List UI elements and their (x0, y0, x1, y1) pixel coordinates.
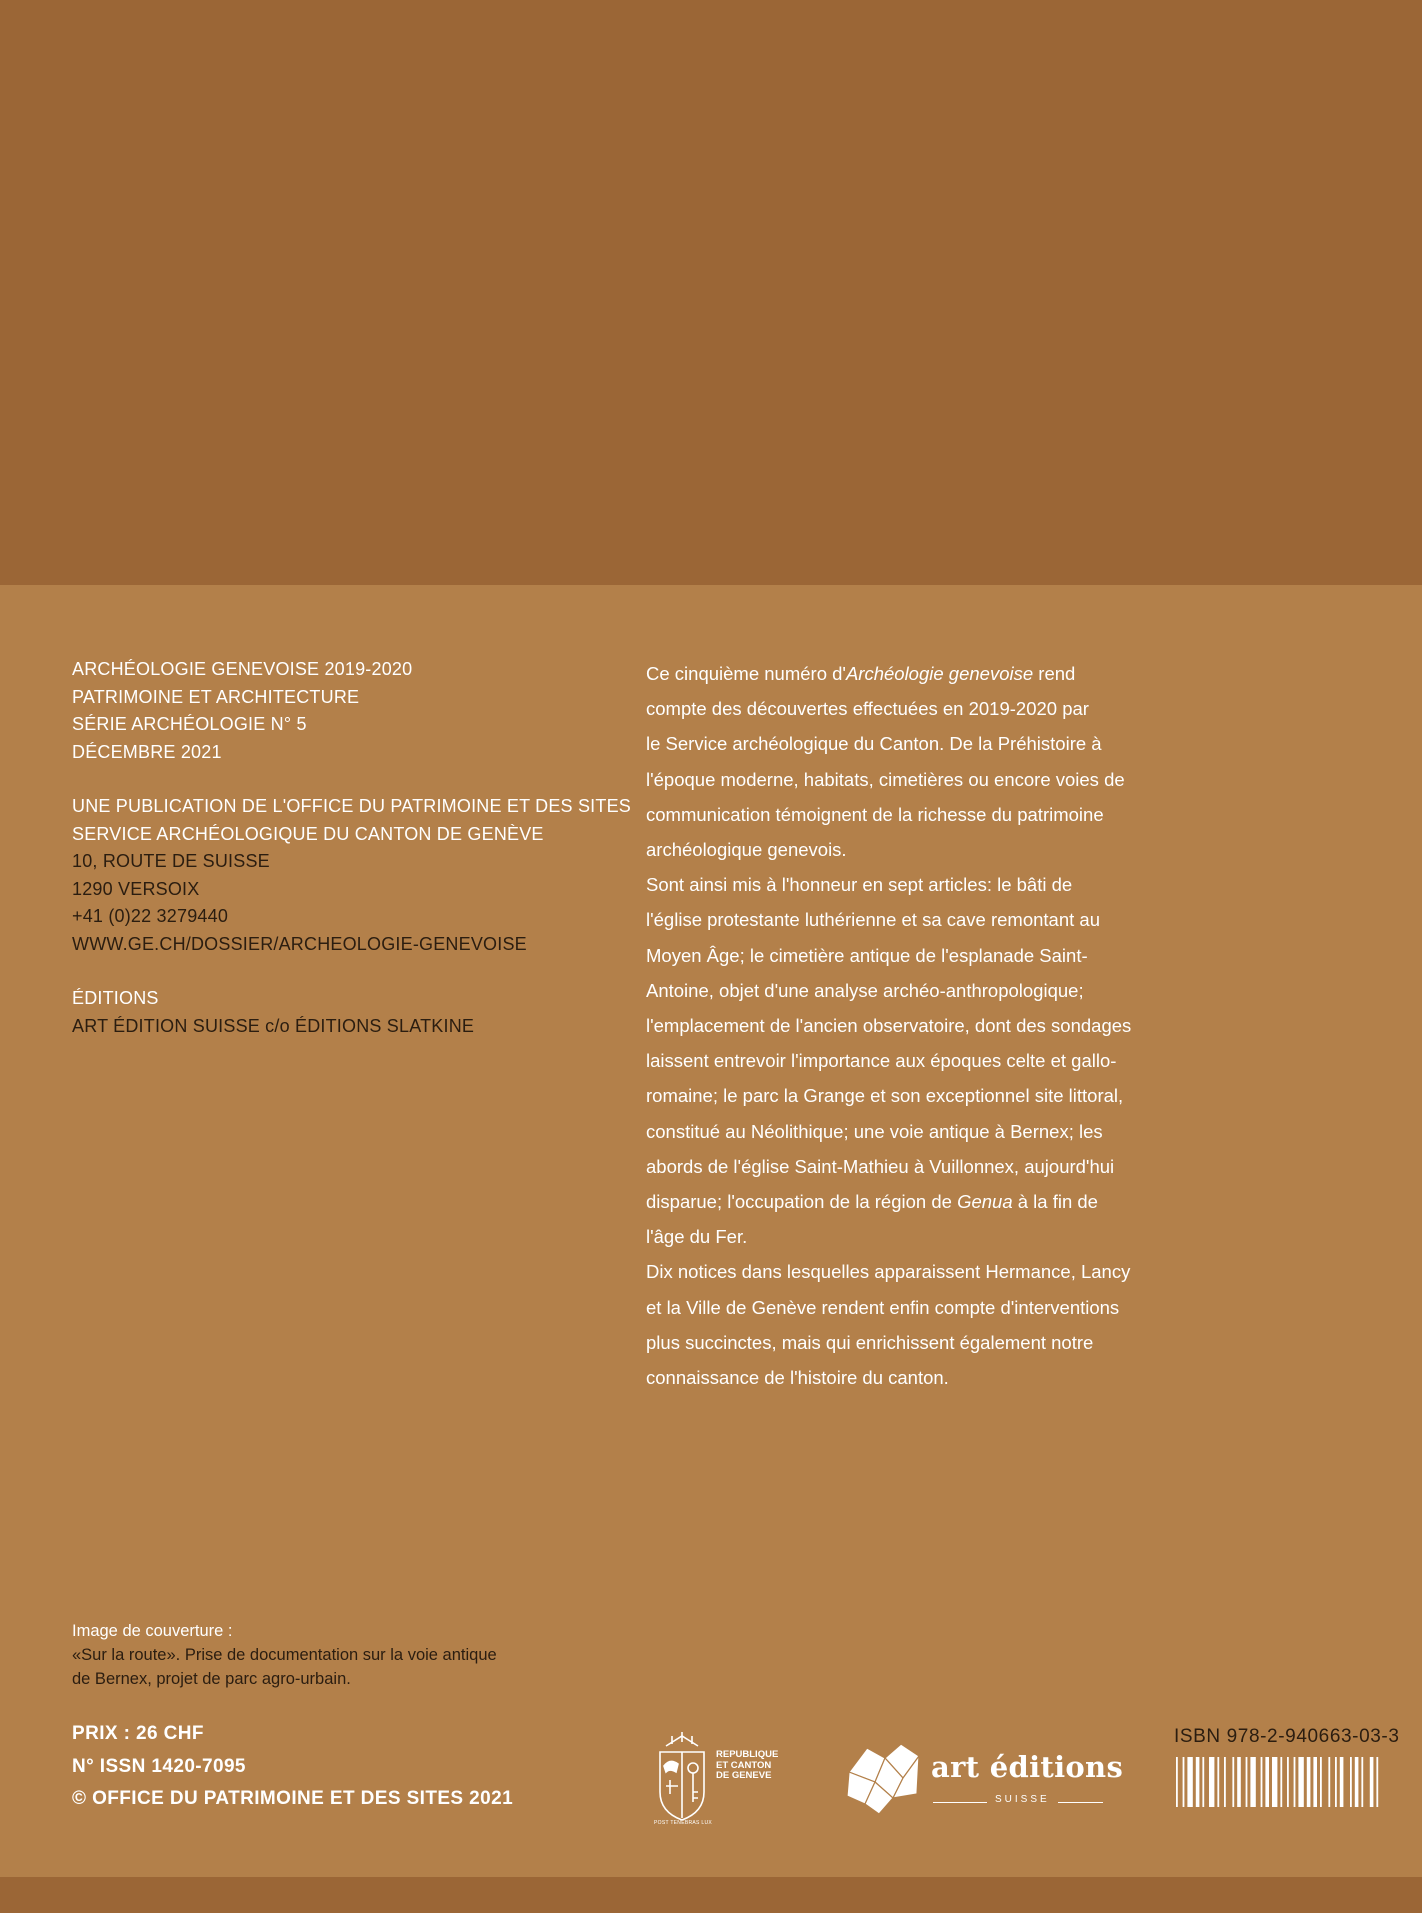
barcode-bar (1272, 1757, 1277, 1807)
description-line: connaissance de l'histoire du canton. (646, 1367, 949, 1389)
publisher-service: SERVICE ARCHÉOLOGIQUE DU CANTON DE GENÈVE (72, 823, 544, 844)
description-line: Ce cinquième numéro d'Archéologie genevoise rend (646, 663, 1076, 684)
barcode-bar (1294, 1757, 1296, 1807)
price: PRIX : 26 CHF (72, 1723, 204, 1744)
art-editions-name: art éditions (931, 1750, 1124, 1784)
isbn: ISBN 978-2-940663-03-3 (1174, 1726, 1400, 1747)
copyright: © OFFICE DU PATRIMOINE ET DES SITES 2021 (72, 1788, 514, 1809)
barcode-bar (1355, 1757, 1359, 1807)
journal-title: Archéologie genevoise (845, 663, 1034, 684)
folded-paper-icon (845, 1738, 925, 1818)
genua-term: Genua (957, 1191, 1013, 1213)
geneve-logo-line: REPUBLIQUE (716, 1749, 779, 1760)
publisher-website: WWW.GE.CH/DOSSIER/ARCHEOLOGIE-GENEVOISE (72, 933, 527, 954)
barcode-bar (1217, 1757, 1219, 1807)
description-line: Sont ainsi mis à l'honneur en sept articles: le bâti de (646, 874, 1073, 896)
description-line: constitué au Néolithique; une voie antique à Bernex; les (646, 1120, 1103, 1142)
caption-line: de Bernex, projet de parc agro-urbain. (72, 1670, 351, 1688)
barcode (1176, 1757, 1422, 1807)
description-line: l'âge du Fer. (646, 1226, 748, 1248)
barcode-bar (1298, 1757, 1303, 1807)
cover-image-caption (72, 1619, 592, 1691)
publication-info (72, 656, 632, 1040)
price-info (72, 1718, 592, 1816)
publication-subtitle: PATRIMOINE ET ARCHITECTURE (72, 686, 360, 707)
description-line: romaine; le parc la Grange et son exceptionnel site littoral, (646, 1085, 1124, 1107)
description-line: l'époque moderne, habitats, cimetières ou encore voies de (646, 768, 1125, 790)
geneva-coat-of-arms-icon (650, 1732, 714, 1832)
spacer (72, 766, 632, 793)
publisher-phone: +41 (0)22 3279440 (72, 906, 229, 926)
geneve-logo-line: ET CANTON (716, 1759, 772, 1771)
caption-line: «Sur la route». Prise de documentation sur la voie antique (72, 1646, 497, 1664)
barcode-bar (1361, 1757, 1363, 1807)
description-line: compte des découvertes effectuées en 2019-2020 par (646, 698, 1089, 720)
barcode-bar (1328, 1757, 1330, 1807)
publisher-address: 10, ROUTE DE SUISSE (72, 851, 270, 871)
cover-bottom-band (0, 1877, 1422, 1913)
art-editions-logo (845, 1738, 1124, 1818)
barcode-bar (1176, 1757, 1178, 1807)
description-line: le Service archéologique du Canton. De la Préhistoire à (646, 733, 1102, 755)
barcode-bar (1307, 1757, 1311, 1807)
description-line: abords de l'église Saint-Mathieu à Vuillonnex, aujourd'hui (646, 1155, 1115, 1177)
barcode-bar (1350, 1757, 1352, 1807)
editions-name: ART ÉDITION SUISSE c/o ÉDITIONS SLATKINE (72, 1015, 475, 1036)
barcode-bar (1196, 1757, 1200, 1807)
barcode-bar (1237, 1757, 1241, 1807)
description-line: laissent entrevoir l'importance aux époques celte et gallo- (646, 1050, 1117, 1072)
geneve-motto: POST TENEBRAS LUX (654, 1820, 712, 1826)
geneve-logo-text (716, 1750, 778, 1782)
geneve-logo-line: DE GENEVE (716, 1770, 772, 1781)
publication-series: SÉRIE ARCHÉOLOGIE N° 5 (72, 714, 307, 734)
barcode-bar (1202, 1757, 1204, 1807)
publisher-city: 1290 VERSOIX (72, 878, 200, 899)
description-line: Dix notices dans lesquelles apparaissent Hermance, Lancy (646, 1261, 1131, 1283)
barcode-bar (1224, 1757, 1226, 1807)
barcode-bar (1287, 1757, 1289, 1807)
barcode-bar (1335, 1757, 1337, 1807)
barcode-bar (1246, 1757, 1248, 1807)
description-line: Antoine, objet d'une analyse archéo-anthropologique; (646, 979, 1084, 1001)
spacer (72, 958, 632, 985)
barcode-bar (1232, 1757, 1234, 1807)
description-text (646, 656, 1166, 1395)
description-line: disparue; l'occupation de la région de Genua à la fin de (646, 1191, 1098, 1213)
barcode-bar (1280, 1757, 1282, 1807)
barcode-bar (1313, 1757, 1317, 1807)
barcode-bar (1209, 1757, 1214, 1807)
caption-label: Image de couverture : (72, 1622, 233, 1640)
barcode-bar (1376, 1757, 1378, 1807)
art-editions-sub: SUISSE (987, 1794, 1058, 1805)
barcode-bar (1265, 1757, 1269, 1807)
description-line: communication témoignent de la richesse du patrimoine (646, 803, 1104, 825)
description-line: Moyen Âge; le cimetière antique de l'esplanade Saint- (646, 944, 1088, 966)
issn: N° ISSN 1420-7095 (72, 1755, 246, 1777)
geneve-logo (650, 1732, 782, 1832)
barcode-bar (1261, 1757, 1263, 1807)
barcode-bar (1187, 1757, 1192, 1807)
description-line: l'emplacement de l'ancien observatoire, dont des sondages (646, 1015, 1132, 1037)
description-line: plus succinctes, mais qui enrichissent également notre (646, 1331, 1094, 1353)
barcode-bar (1340, 1757, 1344, 1807)
barcode-bar (1183, 1757, 1185, 1807)
publication-title: ARCHÉOLOGIE GENEVOISE 2019-2020 (72, 659, 413, 679)
publication-date: DÉCEMBRE 2021 (72, 741, 222, 762)
barcode-bar (1320, 1757, 1322, 1807)
editions-heading: ÉDITIONS (72, 988, 159, 1008)
cover-top-band (0, 0, 1422, 585)
description-line: et la Ville de Genève rendent enfin compte d'interventions (646, 1296, 1120, 1318)
description-line: archéologique genevois. (646, 839, 847, 861)
description-line: l'église protestante luthérienne et sa cave remontant au (646, 909, 1100, 931)
barcode-bar (1370, 1757, 1374, 1807)
publisher-line: UNE PUBLICATION DE L'OFFICE DU PATRIMOINE ET DES SITES (72, 796, 631, 816)
barcode-bar (1250, 1757, 1255, 1807)
